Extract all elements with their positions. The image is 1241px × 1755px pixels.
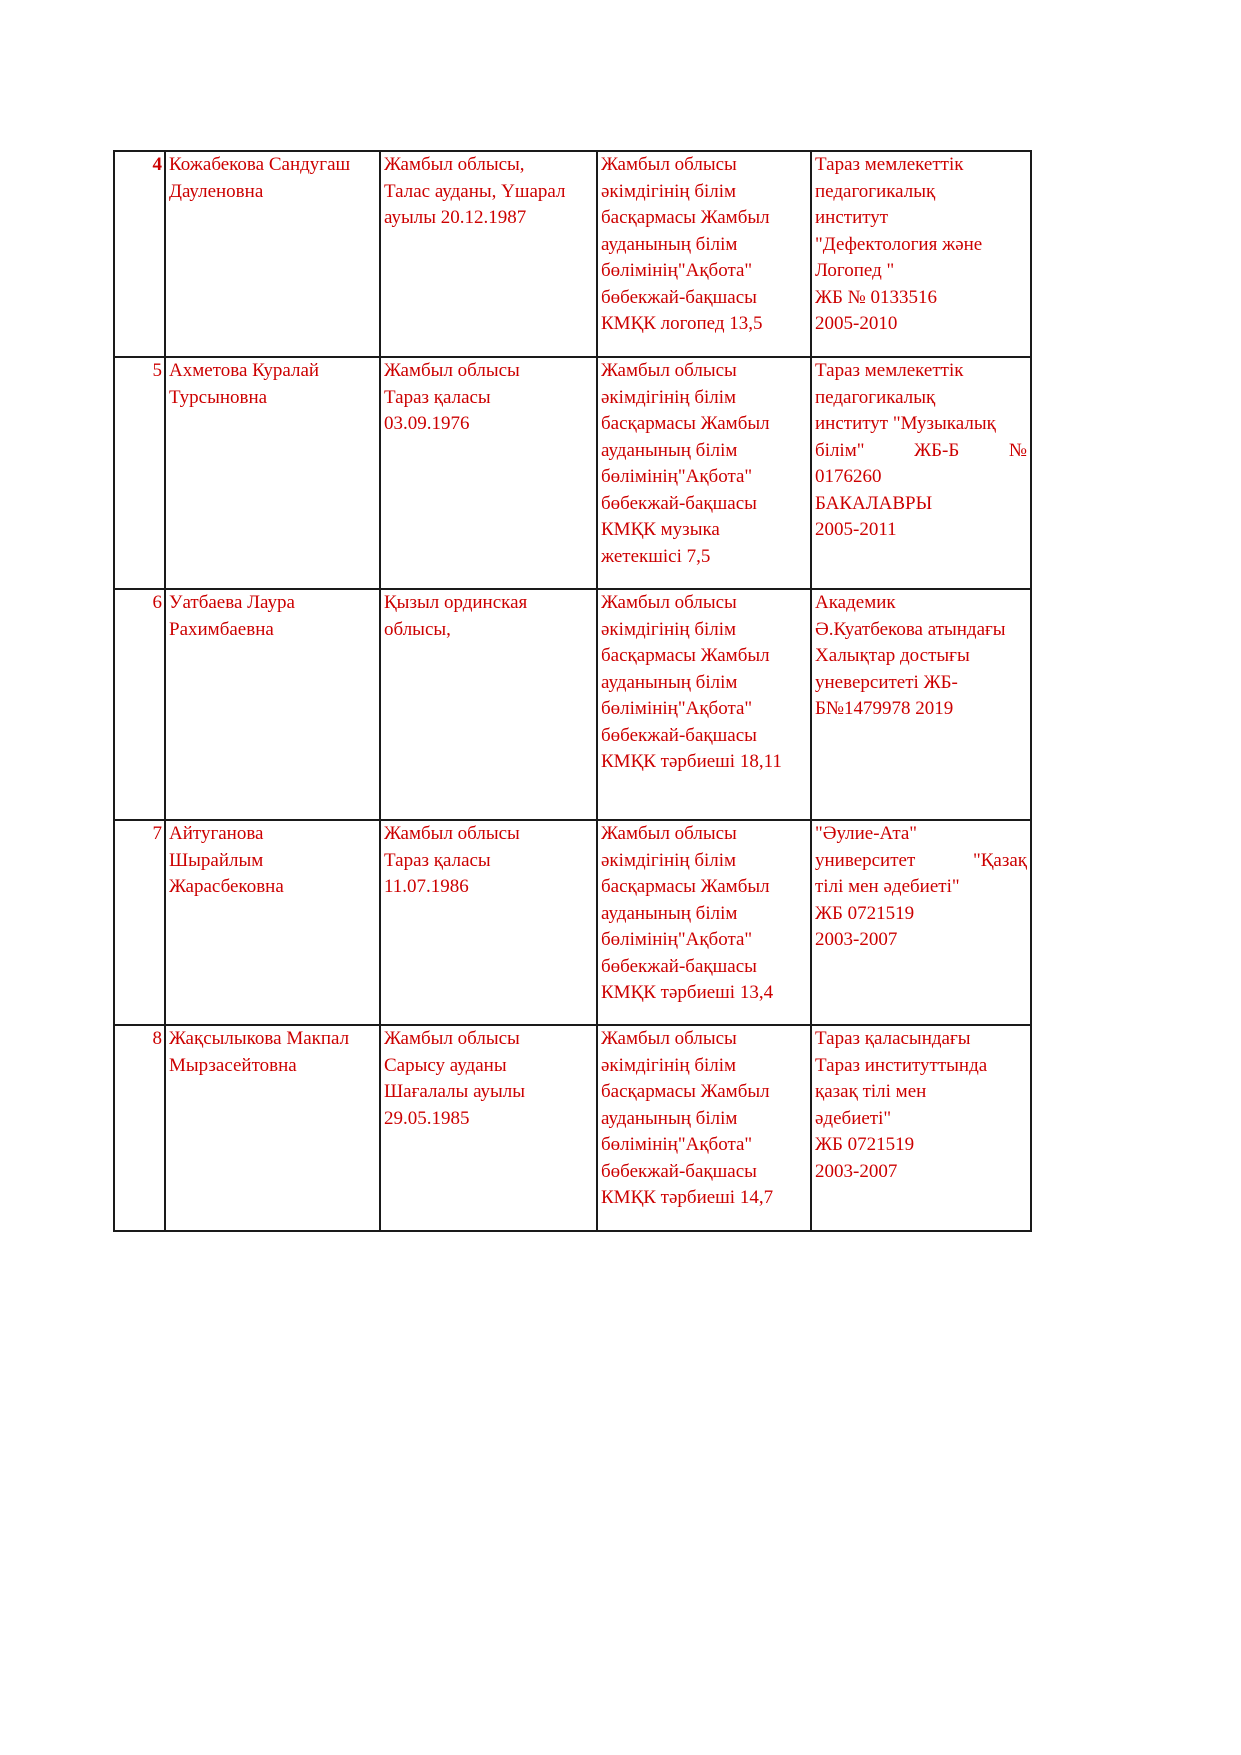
workplace-info: Жамбыл облысы әкімдігінің білім басқармасы Жамбыл ауданының білім бөлімінің"Ақбота" бөбекжай-бақшасы КМҚК тәрбиеші 13,4 — [597, 820, 811, 1025]
employee-name: Ахметова Куралай Турсыновна — [165, 357, 380, 589]
staff-table — [113, 150, 1032, 1232]
employee-name: Жақсылыкова Макпал Мырзасейтовна — [165, 1025, 380, 1231]
row-number: 4 — [114, 151, 165, 357]
row-number: 8 — [114, 1025, 165, 1231]
education-line: БАКАЛАВРЫ — [815, 492, 933, 514]
table-row — [114, 820, 1031, 1025]
education-info — [811, 820, 1031, 1025]
education-line: 0176260 — [815, 466, 882, 487]
employee-name: Кожабекова Сандугаш Дауленовна — [165, 151, 380, 357]
education-info: Тараз мемлекеттік педагогикалық институт "Дефектология және Логопед " ЖБ № 0133516 2005-2010 — [811, 151, 1031, 357]
education-info — [811, 357, 1031, 589]
workplace-info: Жамбыл облысы әкімдігінің білім басқармасы Жамбыл ауданының білім бөлімінің"Ақбота" бөбекжай-бақшасы КМҚК логопед 13,5 — [597, 151, 811, 357]
education-line: 2005-2011 — [815, 519, 897, 540]
education-info: Академик Ә.Куатбекова атындағы Халықтар достығы уневерситеті ЖБ- Б№1479978 2019 — [811, 589, 1031, 820]
birth-info: Жамбыл облысы Тараз қаласы 11.07.1986 — [380, 820, 597, 1025]
education-line: университет "Қазақ — [815, 849, 1027, 871]
birth-info: Жамбыл облысы Тараз қаласы 03.09.1976 — [380, 357, 597, 589]
workplace-info: Жамбыл облысы әкімдігінің білім басқармасы Жамбыл ауданының білім бөлімінің"Ақбота" бөбекжай-бақшасы КМҚК тәрбиеші 14,7 — [597, 1025, 811, 1231]
education-line: педагогикалық — [815, 386, 936, 408]
education-line: "Әулие-Ата" — [815, 823, 918, 844]
table-row — [114, 151, 1031, 357]
education-line: ЖБ 0721519 — [815, 902, 915, 924]
table-row — [114, 1025, 1031, 1231]
education-line: тілі мен әдебиеті" — [815, 876, 960, 897]
education-line: институт "Музыкалық — [815, 413, 996, 434]
education-line: білім" ЖБ-Б № — [815, 439, 1027, 461]
row-number: 7 — [114, 820, 165, 1025]
birth-info: Жамбыл облысы Сарысу ауданы Шағалалы ауылы 29.05.1985 — [380, 1025, 597, 1231]
table-row — [114, 589, 1031, 820]
employee-name: Уатбаева Лаура Рахимбаевна — [165, 589, 380, 820]
workplace-info: Жамбыл облысы әкімдігінің білім басқармасы Жамбыл ауданының білім бөлімінің"Ақбота" бөбекжай-бақшасы КМҚК тәрбиеші 18,11 — [597, 589, 811, 820]
birth-info: Жамбыл облысы, Талас ауданы, Үшарал ауылы 20.12.1987 — [380, 151, 597, 357]
table-row — [114, 357, 1031, 589]
birth-info: Қызыл ординская облысы, — [380, 589, 597, 820]
row-number: 6 — [114, 589, 165, 820]
workplace-info: Жамбыл облысы әкімдігінің білім басқармасы Жамбыл ауданының білім бөлімінің"Ақбота" бөбекжай-бақшасы КМҚК музыка жетекшісі 7,5 — [597, 357, 811, 589]
row-number: 5 — [114, 357, 165, 589]
education-info: Тараз қаласындағы Тараз институттында қазақ тілі мен әдебиеті" ЖБ 0721519 2003-2007 — [811, 1025, 1031, 1231]
education-line: 2003-2007 — [815, 929, 898, 950]
employee-name: Айтуганова Шырайлым Жарасбековна — [165, 820, 380, 1025]
education-line: Тараз мемлекеттік — [815, 360, 964, 381]
